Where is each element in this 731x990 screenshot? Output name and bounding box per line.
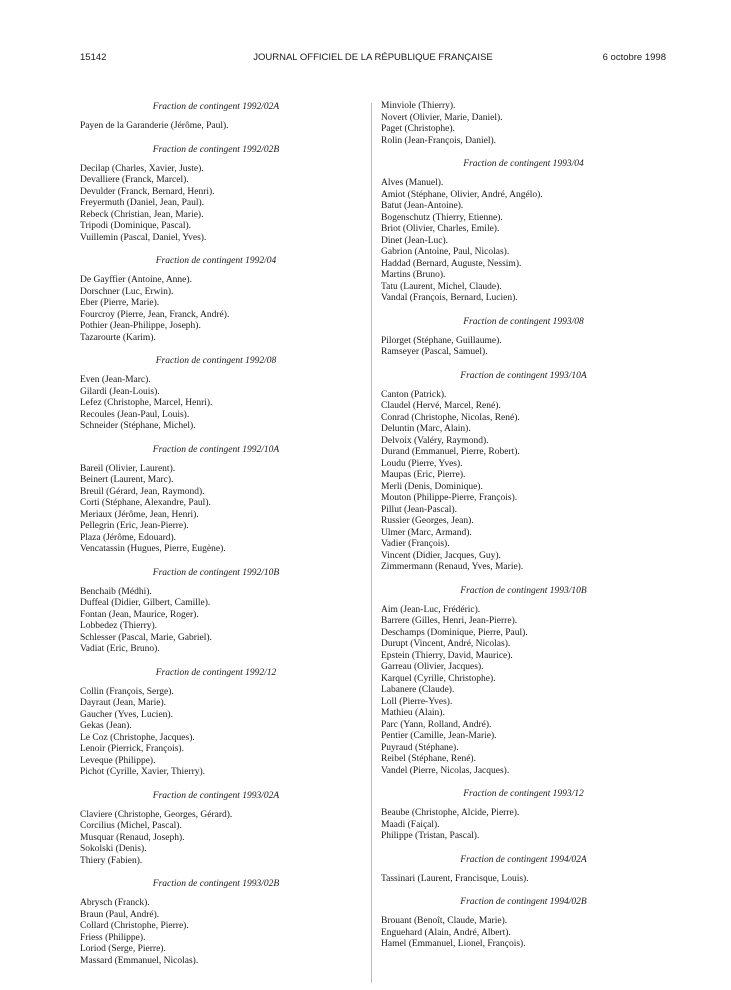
name-entry: Braun (Paul, André). — [80, 909, 160, 920]
section-title: Fraction de contingent 1993/10B — [460, 585, 587, 596]
name-entry: Bareil (Olivier, Laurent). — [80, 463, 176, 474]
contingent-section — [381, 896, 666, 951]
name-entry: Bogenschutz (Thierry, Etienne). — [381, 212, 503, 223]
name-entry: Durand (Emmanuel, Pierre, Robert). — [381, 447, 520, 457]
name-entry: Eber (Pierre, Marie). — [80, 298, 160, 308]
section-title: Fraction de contingent 1992/10B — [152, 567, 280, 578]
name-entry: Sokolski (Denis). — [80, 844, 147, 854]
page-header — [80, 52, 666, 66]
section-title: Fraction de contingent 1992/10A — [152, 444, 280, 455]
name-entry: Plaza (Jérôme, Edouard). — [80, 532, 177, 543]
section-title: Fraction de contingent 1992/02B — [152, 144, 280, 155]
name-entry: Deschamps (Dominique, Pierre, Paul). — [381, 627, 528, 638]
name-entry: Mathieu (Alain). — [381, 708, 445, 718]
name-entry: Batut (Jean-Antoine). — [381, 201, 464, 211]
name-entry: Barrere (Gilles, Henri, Jean-Pierre). — [381, 616, 518, 626]
name-entry: Epstein (Thierry, David, Maurice). — [381, 650, 513, 661]
name-entry: Benchaib (Médhi). — [80, 586, 152, 597]
name-entry: Durupt (Vincent, André, Nicolas). — [381, 639, 511, 649]
name-entry: Deluntin (Marc, Alain). — [381, 424, 471, 434]
name-entry: Le Coz (Christophe, Jacques). — [80, 732, 195, 743]
section-title: Fraction de contingent 1993/04 — [463, 159, 584, 169]
contingent-section — [80, 255, 352, 344]
name-entry: Reibel (Stéphane, René). — [381, 754, 476, 764]
page-number: 15142 — [80, 52, 107, 63]
name-entry: De Gayffier (Antoine, Anne). — [80, 275, 192, 285]
section-title: Fraction de contingent 1992/12 — [155, 667, 277, 678]
contingent-section — [381, 101, 666, 147]
name-entry: Leveque (Philippe). — [80, 755, 156, 766]
name-entry: Rebeck (Christian, Jean, Marie). — [80, 209, 204, 220]
name-entry: Hamel (Emmanuel, Lionel, François). — [381, 939, 526, 949]
name-entry: Conrad (Christophe, Nicolas, René). — [381, 412, 520, 423]
name-entry: Garreau (Olivier, Jacques). — [381, 662, 484, 672]
name-entry: Musquar (Renaud, Joseph). — [80, 832, 185, 843]
contingent-section — [80, 101, 352, 133]
name-entry: Pichot (Cyrille, Xavier, Thierry). — [80, 767, 206, 777]
name-entry: Dayraut (Jean, Marie). — [80, 698, 166, 708]
contingent-section — [80, 567, 352, 656]
contingent-section — [381, 316, 666, 359]
contingent-section — [381, 158, 666, 305]
name-entry: Beaube (Christophe, Alcide, Pierre). — [381, 808, 520, 818]
name-entry: Pellegrin (Eric, Jean-Pierre). — [80, 521, 189, 531]
section-title: Fraction de contingent 1994/02B — [460, 897, 587, 907]
name-entry: Novert (Olivier, Marie, Daniel). — [381, 112, 503, 123]
name-entry: Karquel (Cyrille, Christophe). — [381, 673, 496, 684]
name-entry: Tatu (Laurent, Michel, Claude). — [381, 281, 502, 292]
section-title: Fraction de contingent 1994/02A — [460, 854, 587, 865]
name-entry: Gaucher (Yves, Lucien). — [80, 709, 173, 720]
name-entry: Vuillemin (Pascal, Daniel, Yves). — [80, 232, 207, 243]
name-entry: Vandal (François, Bernard, Lucien). — [381, 293, 518, 303]
name-entry: Pentier (Camille, Jean-Marie). — [381, 731, 497, 741]
name-entry: Labanere (Claude). — [381, 685, 455, 695]
name-entry: Aim (Jean-Luc, Frédéric). — [381, 604, 481, 615]
name-entry: Merli (Denis, Dominique). — [381, 481, 483, 492]
section-title: Fraction de contingent 1993/12 — [463, 789, 584, 799]
name-entry: Zimmermann (Renaud, Yves, Marie). — [381, 562, 524, 572]
contingent-section — [80, 878, 352, 967]
name-entry: Schneider (Stéphane, Michel). — [80, 421, 196, 431]
name-entry: Recoules (Jean-Paul, Louis). — [80, 409, 190, 420]
name-entry: Maadi (Faiçal). — [381, 819, 440, 830]
name-entry: Fourcroy (Pierre, Jean, Franck, André). — [80, 309, 230, 320]
name-entry: Claviere (Christophe, Georges, Gérard). — [80, 809, 233, 820]
section-title: Fraction de contingent 1993/10A — [460, 370, 587, 381]
name-entry: Fontan (Jean, Maurice, Roger). — [80, 609, 199, 620]
name-entry: Rolin (Jean-François, Daniel). — [381, 135, 497, 146]
name-entry: Canton (Patrick). — [381, 389, 447, 400]
contingent-section — [381, 370, 666, 574]
name-entry: Vincent (Didier, Jacques, Guy). — [381, 550, 501, 561]
section-title: Fraction de contingent 1992/08 — [155, 356, 277, 366]
name-entry: Maupas (Eric, Pierre). — [381, 470, 466, 480]
name-entry: Loriod (Serge, Pierre). — [80, 944, 166, 954]
name-entry: Ramseyer (Pascal, Samuel). — [381, 347, 488, 357]
name-entry: Abrysch (Franck). — [80, 898, 150, 908]
name-entry: Haddad (Bernard, Auguste, Nessim). — [381, 258, 522, 269]
section-title: Fraction de contingent 1992/02A — [152, 102, 280, 112]
contingent-section — [80, 790, 352, 868]
name-entry: Schlesser (Pascal, Marie, Gabriel). — [80, 632, 212, 643]
name-entry: Parc (Yann, Rolland, André). — [381, 719, 492, 730]
section-title: Fraction de contingent 1993/02B — [152, 879, 280, 889]
contingent-section — [80, 444, 352, 556]
name-entry: Vadiat (Eric, Bruno). — [80, 644, 160, 654]
contingent-section — [381, 854, 666, 886]
name-entry: Amiot (Stéphane, Olivier, André, Angélo). — [381, 189, 543, 200]
name-entry: Gilardi (Jean-Louis). — [80, 386, 160, 397]
name-entry: Vandel (Pierre, Nicolas, Jacques). — [381, 765, 510, 776]
name-entry: Meriaux (Jérôme, Jean, Henri). — [80, 509, 199, 520]
name-entry: Beinert (Laurent, Marc). — [80, 475, 174, 485]
name-entry: Russier (Georges, Jean). — [381, 516, 474, 526]
left-column — [80, 101, 352, 978]
name-entry: Enguehard (Alain, André, Albert). — [381, 927, 511, 938]
name-entry: Lobbedez (Thierry). — [80, 621, 158, 631]
name-entry: Alves (Manuel). — [381, 178, 444, 188]
name-entry: Dorschner (Luc, Erwin). — [80, 286, 174, 297]
name-entry: Lenoir (Pierrick, François). — [80, 744, 184, 754]
name-entry: Vadier (François). — [381, 539, 450, 549]
name-entry: Tazarourte (Karim). — [80, 332, 156, 343]
name-entry: Minviole (Thierry). — [381, 101, 456, 111]
name-entry: Claudel (Hervé, Marcel, René). — [381, 401, 501, 411]
name-entry: Delvoix (Valéry, Raymond). — [381, 435, 489, 446]
right-column — [381, 101, 666, 962]
name-entry: Corcilius (Michel, Pascal). — [80, 821, 182, 831]
name-entry: Gabrion (Antoine, Paul, Nicolas). — [381, 247, 510, 257]
name-entry: Breuil (Gérard, Jean, Raymond). — [80, 486, 205, 497]
name-entry: Collard (Christophe, Pierre). — [80, 921, 189, 931]
name-entry: Tripodi (Dominique, Pascal). — [80, 221, 192, 231]
name-entry: Mouton (Philippe-Pierre, François). — [381, 493, 518, 503]
section-title: Fraction de contingent 1992/04 — [155, 256, 277, 266]
contingent-section — [381, 788, 666, 843]
name-entry: Corti (Stéphane, Alexandre, Paul). — [80, 498, 211, 508]
name-entry: Martins (Bruno). — [381, 270, 446, 280]
column-divider — [371, 103, 372, 983]
name-entry: Massard (Emmanuel, Nicolas). — [80, 955, 199, 966]
name-entry: Loll (Pierre-Yves). — [381, 696, 453, 707]
name-entry: Devalliere (Franck, Marcel). — [80, 175, 189, 185]
name-entry: Brouant (Benoît, Claude, Marie). — [381, 916, 508, 926]
name-entry: Briot (Olivier, Charles, Emile). — [381, 224, 500, 234]
name-entry: Thiery (Fabien). — [80, 855, 143, 866]
section-title: Fraction de contingent 1993/08 — [463, 316, 584, 327]
name-entry: Vencatassin (Hugues, Pierre, Eugène). — [80, 544, 226, 554]
journal-title: JOURNAL OFFICIEL DE LA RÉPUBLIQUE FRANÇAISE — [253, 52, 493, 63]
name-entry: Devulder (Franck, Bernard, Henri). — [80, 186, 215, 197]
name-entry: Dinet (Jean-Luc). — [381, 235, 448, 246]
contingent-section — [381, 585, 666, 778]
contingent-section — [80, 667, 352, 779]
name-entry: Tassinari (Laurent, Francisque, Louis). — [381, 873, 529, 884]
name-entry: Loudu (Pierre, Yves). — [381, 458, 463, 469]
name-entry: Duffeal (Didier, Gilbert, Camille). — [80, 598, 211, 608]
name-entry: Puyraud (Stéphane). — [381, 742, 459, 753]
name-entry: Gekas (Jean). — [80, 721, 132, 731]
name-entry: Pilorget (Stéphane, Guillaume). — [381, 335, 502, 346]
contingent-section — [80, 355, 352, 433]
name-entry: Pothier (Jean-Philippe, Joseph). — [80, 321, 201, 331]
publication-date: 6 octobre 1998 — [602, 52, 666, 63]
name-entry: Pillut (Jean-Pascal). — [381, 504, 457, 515]
contingent-section — [80, 144, 352, 245]
name-entry: Collin (François, Serge). — [80, 686, 174, 697]
name-entry: Payen de la Garanderie (Jérôme, Paul). — [80, 121, 229, 131]
name-entry: Friess (Philippe). — [80, 932, 146, 943]
name-entry: Lefez (Christophe, Marcel, Henri). — [80, 398, 213, 408]
name-entry: Even (Jean-Marc). — [80, 375, 151, 385]
name-entry: Decilap (Charles, Xavier, Juste). — [80, 163, 204, 174]
name-entry: Paget (Christophe). — [381, 124, 455, 134]
name-entry: Philippe (Tristan, Pascal). — [381, 831, 480, 841]
name-entry: Ulmer (Marc, Armand). — [381, 527, 472, 538]
section-title: Fraction de contingent 1993/02A — [152, 790, 280, 801]
name-entry: Freyermuth (Daniel, Jean, Paul). — [80, 198, 204, 208]
